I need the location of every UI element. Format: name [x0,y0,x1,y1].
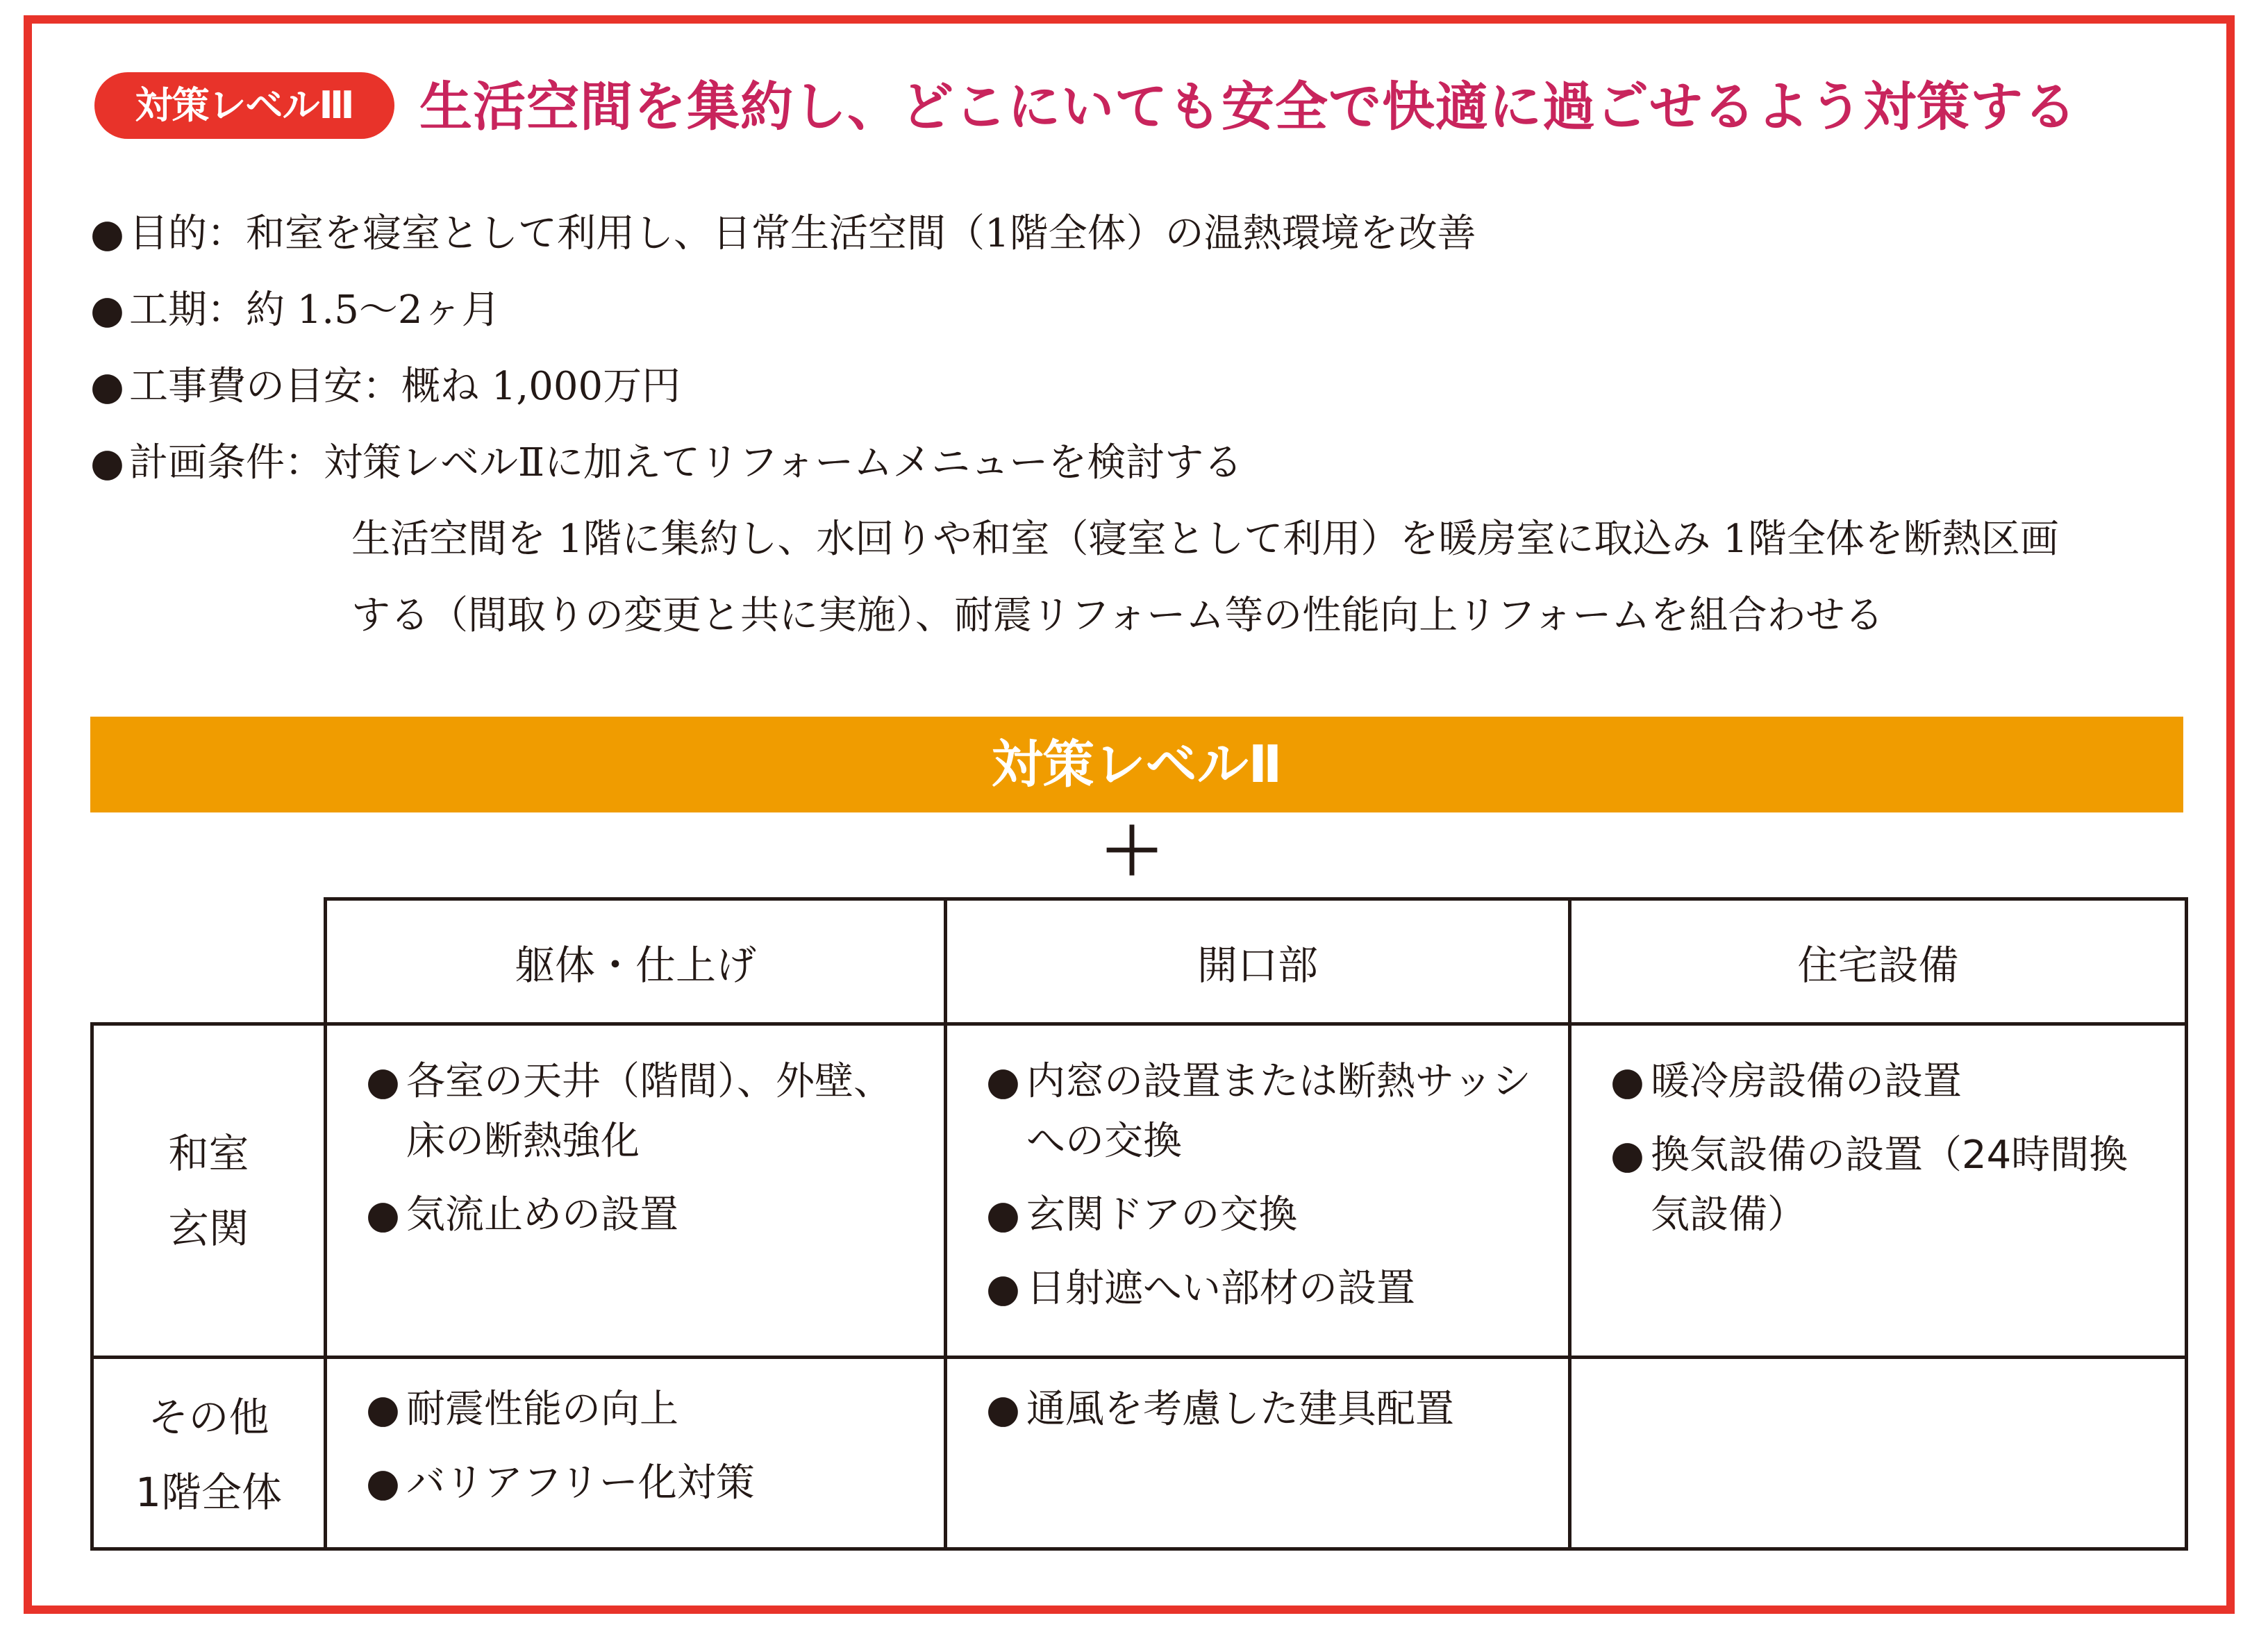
plus-icon: ＋ [1099,815,1164,889]
table-cell [1570,1024,2187,1358]
row-header-line: 和室 [168,1129,249,1177]
bullet-icon: ● [986,1387,1020,1432]
list-item: ● 暖冷房設備の設置 [1610,1052,2157,1112]
reform-menu-table [90,897,2188,1551]
list-item: ● 各室の天井（階間）、外壁、床の断熱強化 [366,1052,916,1171]
bullet-icon: ● [90,211,124,256]
list-item: ● 玄関ドアの交換 [986,1185,1540,1245]
table-cell [326,1024,946,1358]
list-item: ● 気流止めの設置 [366,1185,916,1245]
table-row [92,1024,2187,1358]
list-item: ● バリアフリー化対策 [366,1453,944,1513]
column-header-openings: 開口部 [946,899,1570,1024]
table-cell [326,1358,946,1549]
period-text: 工期：約 1.5〜2ヶ月 [129,287,501,333]
bullet-icon: ● [1610,1059,1644,1104]
table-cell-empty [1570,1358,2187,1549]
bullet-icon: ● [986,1266,1020,1311]
bullet-icon: ● [366,1387,400,1432]
cost-line [90,349,681,425]
conditions-line [90,425,1242,501]
corner-cell [92,899,326,1024]
list-item: ● 内窓の設置または断熱サッシへの交換 [986,1052,1540,1171]
row-header-other [92,1358,326,1549]
level-2-banner: 対策レベルⅡ [90,717,2183,812]
table-row [92,1358,2187,1549]
bullet-icon: ● [90,440,124,485]
column-header-equipment: 住宅設備 [1570,899,2187,1024]
table-header-row [92,899,2187,1024]
row-header-line: 1階全体 [135,1469,282,1516]
table-cell [946,1024,1570,1358]
bullet-icon: ● [366,1460,400,1506]
list-item: ● 日射遮へい部材の設置 [986,1259,1540,1319]
conditions-line-2: 生活空間を 1階に集約し、水回りや和室（寝室として利用）を暖房室に取込み 1階全体を断熱区画 [351,517,2059,562]
row-header-washitsu-genkan [92,1024,326,1358]
bullet-icon: ● [986,1059,1020,1104]
bullet-icon: ● [1610,1133,1644,1178]
bullet-icon: ● [366,1192,400,1237]
bullet-icon: ● [90,364,124,409]
row-header-line: 玄関 [168,1204,249,1252]
list-item: ● 耐震性能の向上 [366,1380,944,1440]
table-cell [946,1358,1570,1549]
bullet-icon: ● [366,1059,400,1104]
column-header-structure: 躯体・仕上げ [326,899,946,1024]
list-item: ● 通風を考慮した建具配置 [986,1380,1568,1440]
purpose-line [90,196,1476,272]
bullet-icon: ● [90,287,124,333]
bullet-icon: ● [986,1192,1020,1237]
page-title: 生活空間を集約し、どこにいても安全で快適に過ごせるよう対策する [419,76,2077,137]
list-item: ● 換気設備の設置（24時間換気設備） [1610,1126,2157,1245]
row-header-line: その他 [148,1394,269,1441]
purpose-text: 目的：和室を寝室として利用し、日常生活空間（1階全体）の温熱環境を改善 [129,211,1476,256]
period-line [90,272,501,349]
cost-text: 工事費の目安：概ね 1,000万円 [129,364,681,409]
conditions-text: 計画条件：対策レベルⅡに加えてリフォームメニューを検討する [129,440,1243,485]
level-badge: 対策レベルⅢ [94,72,394,139]
conditions-line-3: する（間取りの変更と共に実施）、耐震リフォーム等の性能向上リフォームを組合わせる [351,593,1884,638]
